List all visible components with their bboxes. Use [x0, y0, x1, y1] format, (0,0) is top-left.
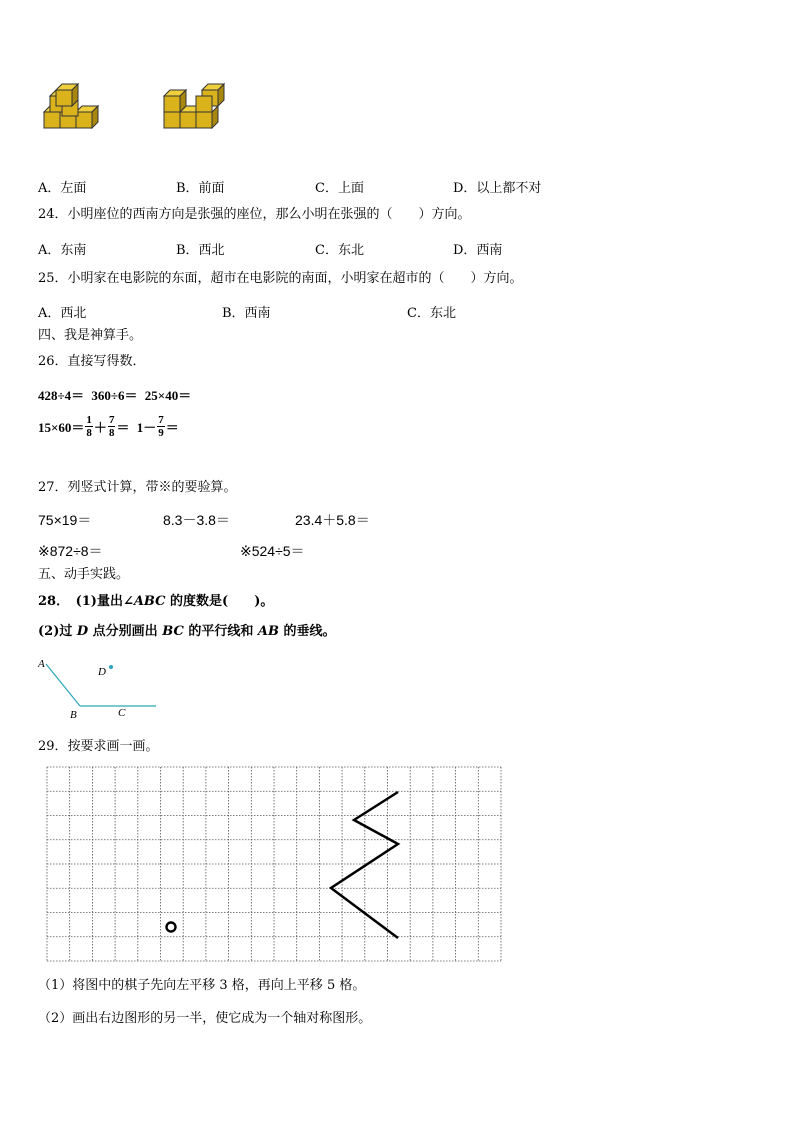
q27-item-2: 8.3－3.8＝ [163, 512, 230, 528]
q26-item-2: 360÷6＝ [91, 388, 138, 403]
label-d: D [98, 666, 106, 678]
q27-item-4: ※872÷8＝ [38, 543, 103, 559]
q28-part-2 [38, 624, 335, 640]
q23-option-a[interactable]: A．左面 [38, 181, 87, 196]
q25-option-c[interactable]: C．东北 [407, 306, 456, 321]
cube-figure-left [42, 86, 102, 132]
q23-option-d[interactable]: D．以上都不对 [453, 181, 542, 196]
fraction-1-8 [85, 414, 93, 439]
plus-sign: ＋ [93, 420, 107, 435]
q27-question: 27．列竖式计算，带※的要验算。 [38, 480, 237, 495]
frac-num: 7 [158, 414, 164, 426]
frac-den: 8 [108, 427, 115, 439]
q27-item-3: 23.4＋5.8＝ [295, 512, 370, 528]
half-shape [331, 792, 398, 938]
frac-den: 9 [158, 427, 164, 439]
label-b: B [70, 709, 77, 721]
q25-option-b[interactable]: B．西南 [222, 306, 271, 321]
q28-part-1-suffix: 的度数是( )。 [165, 594, 274, 609]
q28-part-1 [38, 594, 273, 610]
equals-sign: ＝ [165, 420, 179, 435]
q29-instruction-1: （1）将图中的棋子先向左平移 3 格，再向上平移 5 格。 [38, 978, 366, 993]
frac-num: 7 [108, 414, 115, 426]
q28-text-d: 的垂线。 [278, 624, 336, 639]
label-a: A [38, 658, 45, 670]
q23-option-b[interactable]: B．前面 [176, 181, 225, 196]
q27-item-5: ※524÷5＝ [240, 543, 305, 559]
drawing-grid[interactable] [46, 766, 502, 962]
equals-sign: ＝ [116, 420, 130, 435]
q25-option-a[interactable]: A．西北 [38, 306, 87, 321]
section-5-title: 五、动手实践。 [38, 567, 130, 582]
q28-text-a: (2)过 [38, 624, 77, 639]
point-d-dot [109, 665, 113, 669]
q24-option-b[interactable]: B．西北 [176, 243, 225, 258]
q29-instruction-2: （2）画出右边图形的另一半，使它成为一个轴对称图形。 [38, 1011, 372, 1026]
q26-item-3: 25×40＝ [144, 388, 192, 403]
line-ab-ref: AB [257, 624, 279, 639]
fraction-7-8 [108, 414, 116, 439]
q24-option-d[interactable]: D．西南 [453, 243, 503, 258]
chess-piece[interactable] [167, 923, 176, 932]
q24-question: 24．小明座位的西南方向是张强的座位，那么小明在张强的（ ）方向。 [38, 207, 471, 222]
line-bc-ref: BC [162, 624, 184, 639]
q26-item-4: 15×60＝ [38, 420, 85, 435]
angle-diagram [36, 655, 166, 725]
section-4-title: 四、我是神算手。 [38, 328, 143, 343]
q28-text-b: 点分别画出 [88, 624, 163, 639]
q26-question: 26．直接写得数． [38, 354, 146, 369]
ray-ba [46, 664, 80, 706]
fraction-7-9 [157, 414, 165, 439]
q28-text-c: 的平行线和 [183, 624, 258, 639]
label-c: C [118, 707, 126, 719]
q24-option-c[interactable]: C．东北 [315, 243, 364, 258]
frac-den: 8 [86, 427, 92, 439]
q24-option-a[interactable]: A．东南 [38, 243, 87, 258]
q23-option-c[interactable]: C．上面 [315, 181, 364, 196]
q29-question: 29．按要求画一画。 [38, 739, 159, 754]
cube-figure-right [162, 86, 228, 132]
q25-question: 25．小明家在电影院的东面，超市在电影院的南面，小明家在超市的（ ）方向。 [38, 271, 523, 286]
one-minus: 1－ [136, 420, 157, 435]
frac-num: 1 [86, 414, 92, 426]
q26-row-1 [38, 385, 191, 404]
q27-item-1: 75×19＝ [38, 512, 92, 528]
angle-name: ABC [133, 594, 166, 609]
q26-item-1: 428÷4＝ [38, 388, 85, 403]
point-d-ref: D [76, 624, 89, 639]
q26-row-2 [38, 414, 179, 439]
q28-part-1-prefix: 28． (1)量出∠ [38, 594, 134, 609]
